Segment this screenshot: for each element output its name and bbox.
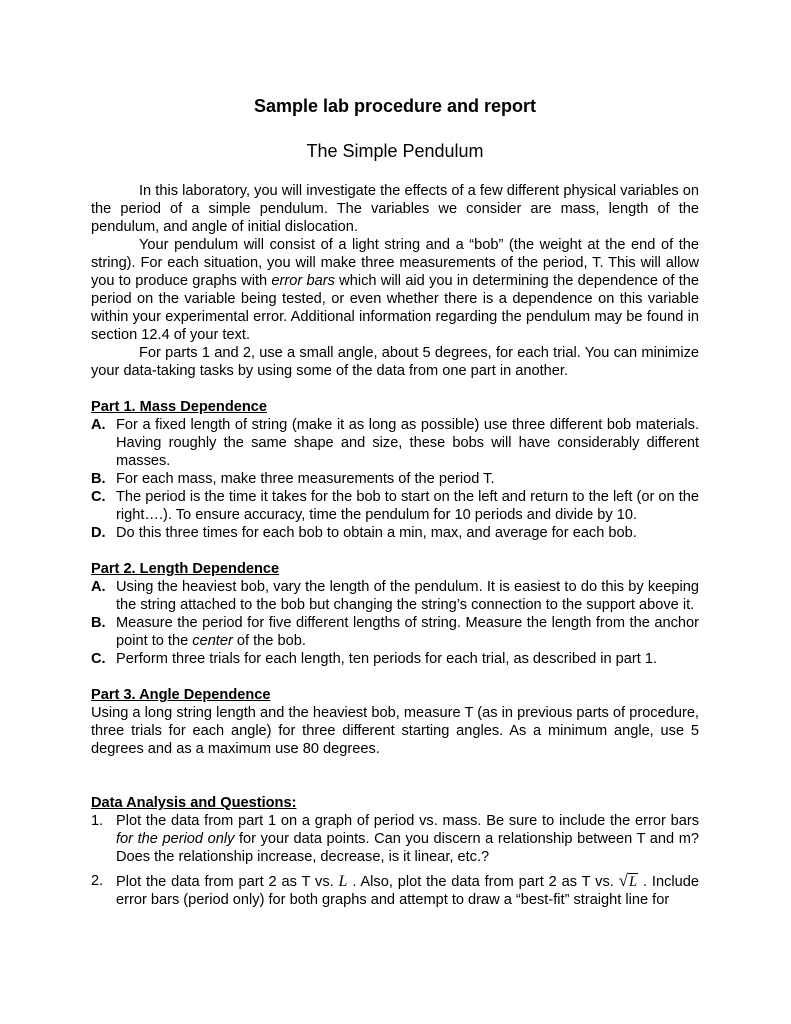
list-item xyxy=(91,488,699,524)
list-marker: A. xyxy=(91,417,106,433)
intro-p2-emphasis: error bars xyxy=(271,273,335,289)
part3-heading: Part 3. Angle Dependence xyxy=(91,687,271,703)
intro-p2-text-a: Your pendulum will consist of a light string and a “bob” (the weight at the end of the string). For each situation, you will make three measurements of the period, T. This will allow you to produce graphs with xyxy=(91,237,699,289)
analysis-heading: Data Analysis and Questions: xyxy=(91,795,297,811)
list-item-text-a: Plot the data from part 1 on a graph of period vs. mass. Be sure to include the error bars xyxy=(116,813,699,829)
document-subtitle: The Simple Pendulum xyxy=(306,141,484,161)
list-item xyxy=(91,812,699,866)
list-item-text: The period is the time it takes for the bob to start on the left and return to the left (or on the right….). To ensure accuracy, time the pendulum for 10 periods and divide by 10. xyxy=(116,489,699,523)
list-item-emphasis: for the period only xyxy=(116,831,235,847)
list-item xyxy=(91,578,699,614)
document-body xyxy=(91,94,699,909)
intro-section xyxy=(91,182,699,380)
part2-heading: Part 2. Length Dependence xyxy=(91,561,280,577)
list-marker: A. xyxy=(91,579,106,595)
list-item-text: Perform three trials for each length, ten periods for each trial, as described in part 1. xyxy=(116,651,658,667)
part2-list xyxy=(91,578,699,668)
list-marker: B. xyxy=(91,615,106,631)
list-item-emphasis: center xyxy=(192,633,233,649)
intro-paragraph-1: In this laboratory, you will investigate the effects of a few different physical variables on the period of a simple pendulum. The variables we consider are mass, length of the pendulum, and angle of initial dislocation. xyxy=(91,183,699,235)
list-marker: C. xyxy=(91,651,106,667)
list-item-text: For each mass, make three measurements of the period T. xyxy=(116,471,495,487)
list-marker: C. xyxy=(91,489,106,505)
intro-paragraph-3: For parts 1 and 2, use a small angle, about 5 degrees, for each trial. You can minimize your data-taking tasks by using some of the data from one part in another. xyxy=(91,345,699,379)
list-item xyxy=(91,416,699,470)
part1-heading: Part 1. Mass Dependence xyxy=(91,399,268,415)
part1-list xyxy=(91,416,699,542)
intro-p2-text-b: which will aid you in determining the dependence of the period on the variable being tested, or even whether there is a dependence on this variable within your experimental error. Additional information regarding the pendulum may be found in section 12.4 of your text. xyxy=(91,273,699,343)
list-item xyxy=(91,614,699,650)
list-item-text-c: . Include error bars (period only) for both graphs and attempt to draw a “best-fit” straight line for xyxy=(116,874,699,908)
list-number: 2. xyxy=(91,873,104,889)
list-item xyxy=(91,524,699,542)
list-item xyxy=(91,872,699,909)
analysis-list xyxy=(91,812,699,909)
list-number: 1. xyxy=(91,813,104,829)
list-marker: D. xyxy=(91,525,106,541)
list-item-text-a: Plot the data from part 2 as T vs. xyxy=(116,874,339,890)
sqrt-argument: L xyxy=(629,874,638,890)
variable-L: L xyxy=(338,873,348,890)
document-title: Sample lab procedure and report xyxy=(253,96,537,116)
list-item-text: Using the heaviest bob, vary the length of the pendulum. It is easiest to do this by keeping the string attached to the bob but changing the string’s connection to the support above it. xyxy=(116,579,699,613)
list-item-text-b: of the bob. xyxy=(232,633,306,649)
intro-paragraph-2 xyxy=(91,236,699,344)
part3-paragraph: Using a long string length and the heaviest bob, measure T (as in previous parts of procedure, three trials for each angle) for three different starting angles. As a minimum angle, use 5 degrees and as a maximum use 80 degrees. xyxy=(91,705,699,757)
list-item-text: Do this three times for each bob to obtain a min, max, and average for each bob. xyxy=(116,525,637,541)
list-item xyxy=(91,470,699,488)
list-item xyxy=(91,650,699,668)
list-item-text-a: Measure the period for five different lengths of string. Measure the length from the anchor point to the xyxy=(116,615,699,649)
sqrt-symbol: √ xyxy=(618,871,629,890)
list-item-text-b: . Also, plot the data from part 2 as T vs. xyxy=(347,874,619,890)
list-item-text-b: for your data points. Can you discern a relationship between T and m? Does the relationship increase, decrease, is it linear, etc.? xyxy=(116,831,699,865)
sqrt-L-expression xyxy=(618,871,638,890)
list-marker: B. xyxy=(91,471,106,487)
list-item-text: For a fixed length of string (make it as long as possible) use three different bob materials. Having roughly the same shape and size, these bobs will have considerably different masses. xyxy=(116,417,699,469)
